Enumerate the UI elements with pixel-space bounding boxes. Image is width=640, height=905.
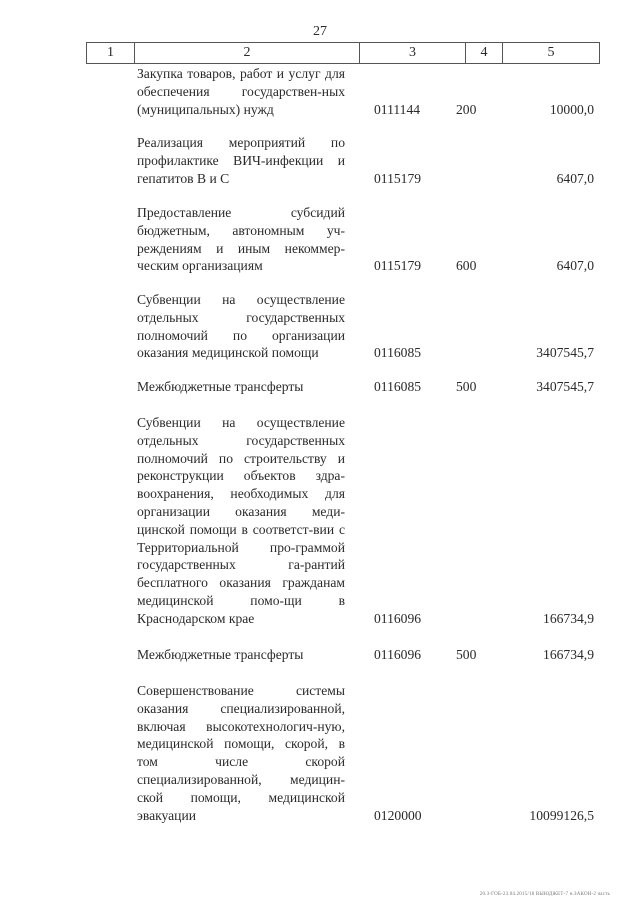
row-type: 500: [456, 379, 477, 394]
row-description: Субвенции на осуществление отдельных государственных полномочий по организации оказания медицинской помощи: [137, 292, 345, 361]
row-description: Межбюджетные трансферты: [137, 379, 304, 394]
column-header-2: 2: [135, 43, 360, 63]
column-header-5: 5: [547, 45, 555, 60]
row-amount: 3407545,7: [536, 379, 594, 394]
page-number: 27: [313, 24, 327, 39]
row-code: 0116085: [374, 379, 422, 394]
row-description: Предоставление субсидий бюджетным, автономным уч-реждениям и иным некоммер-ческим организациям: [137, 205, 345, 274]
row-amount: 10099126,5: [529, 807, 594, 823]
row-description: Межбюджетные трансферты: [137, 647, 304, 662]
row-amount: 3407545,7: [536, 345, 594, 361]
row-description: Совершенствование системы оказания специализированной, включая высокотехнологич-ную, медицинской помощи, скорой, в том числе скорой специализированной, медицин-ской помощи, медицинской эвакуации: [137, 683, 345, 823]
column-header-1: 1: [87, 43, 135, 63]
column-header-4: 4: [466, 43, 503, 63]
row-description: Закупка товаров, работ и услуг для обеспечения государствен-ных (муниципальных) нужд: [137, 66, 345, 117]
column-header-3: 3: [360, 43, 466, 63]
row-code: 0115179: [374, 170, 422, 186]
row-type: 500: [456, 647, 477, 662]
row-type: 200: [456, 101, 477, 117]
row-code: 0116096: [374, 610, 422, 626]
footer-note: 20.3-ГОБ-23.04.2015/18 ВЫЮДЖЕТ-7 н.ЗАКОН-2 часть: [479, 892, 610, 897]
row-description: Реализация мероприятий по профилактике ВИЧ-инфекции и гепатитов В и С: [137, 135, 345, 186]
row-code: 0116096: [374, 647, 422, 662]
row-code: 0111144: [374, 101, 421, 117]
row-amount: 166734,9: [543, 610, 594, 626]
row-amount: 10000,0: [549, 101, 594, 117]
row-description: Субвенции на осуществление отдельных государственных полномочий по строительству и реконструкции объектов здра-воохранения, необходимых для организации оказания меди-цинской помощи в соответст-вии с Территориальной про-граммой государственных га-рантий бесплатного оказания гражданам медицинской помо-щи в Краснодарском крае: [137, 415, 345, 626]
row-code: 0115179: [374, 258, 422, 274]
row-amount: 6407,0: [556, 258, 594, 274]
row-amount: 166734,9: [543, 647, 594, 662]
row-code: 0116085: [374, 345, 422, 361]
row-code: 0120000: [374, 807, 422, 823]
row-type: 600: [456, 258, 477, 274]
row-amount: 6407,0: [556, 170, 594, 186]
table-header: [86, 42, 600, 64]
